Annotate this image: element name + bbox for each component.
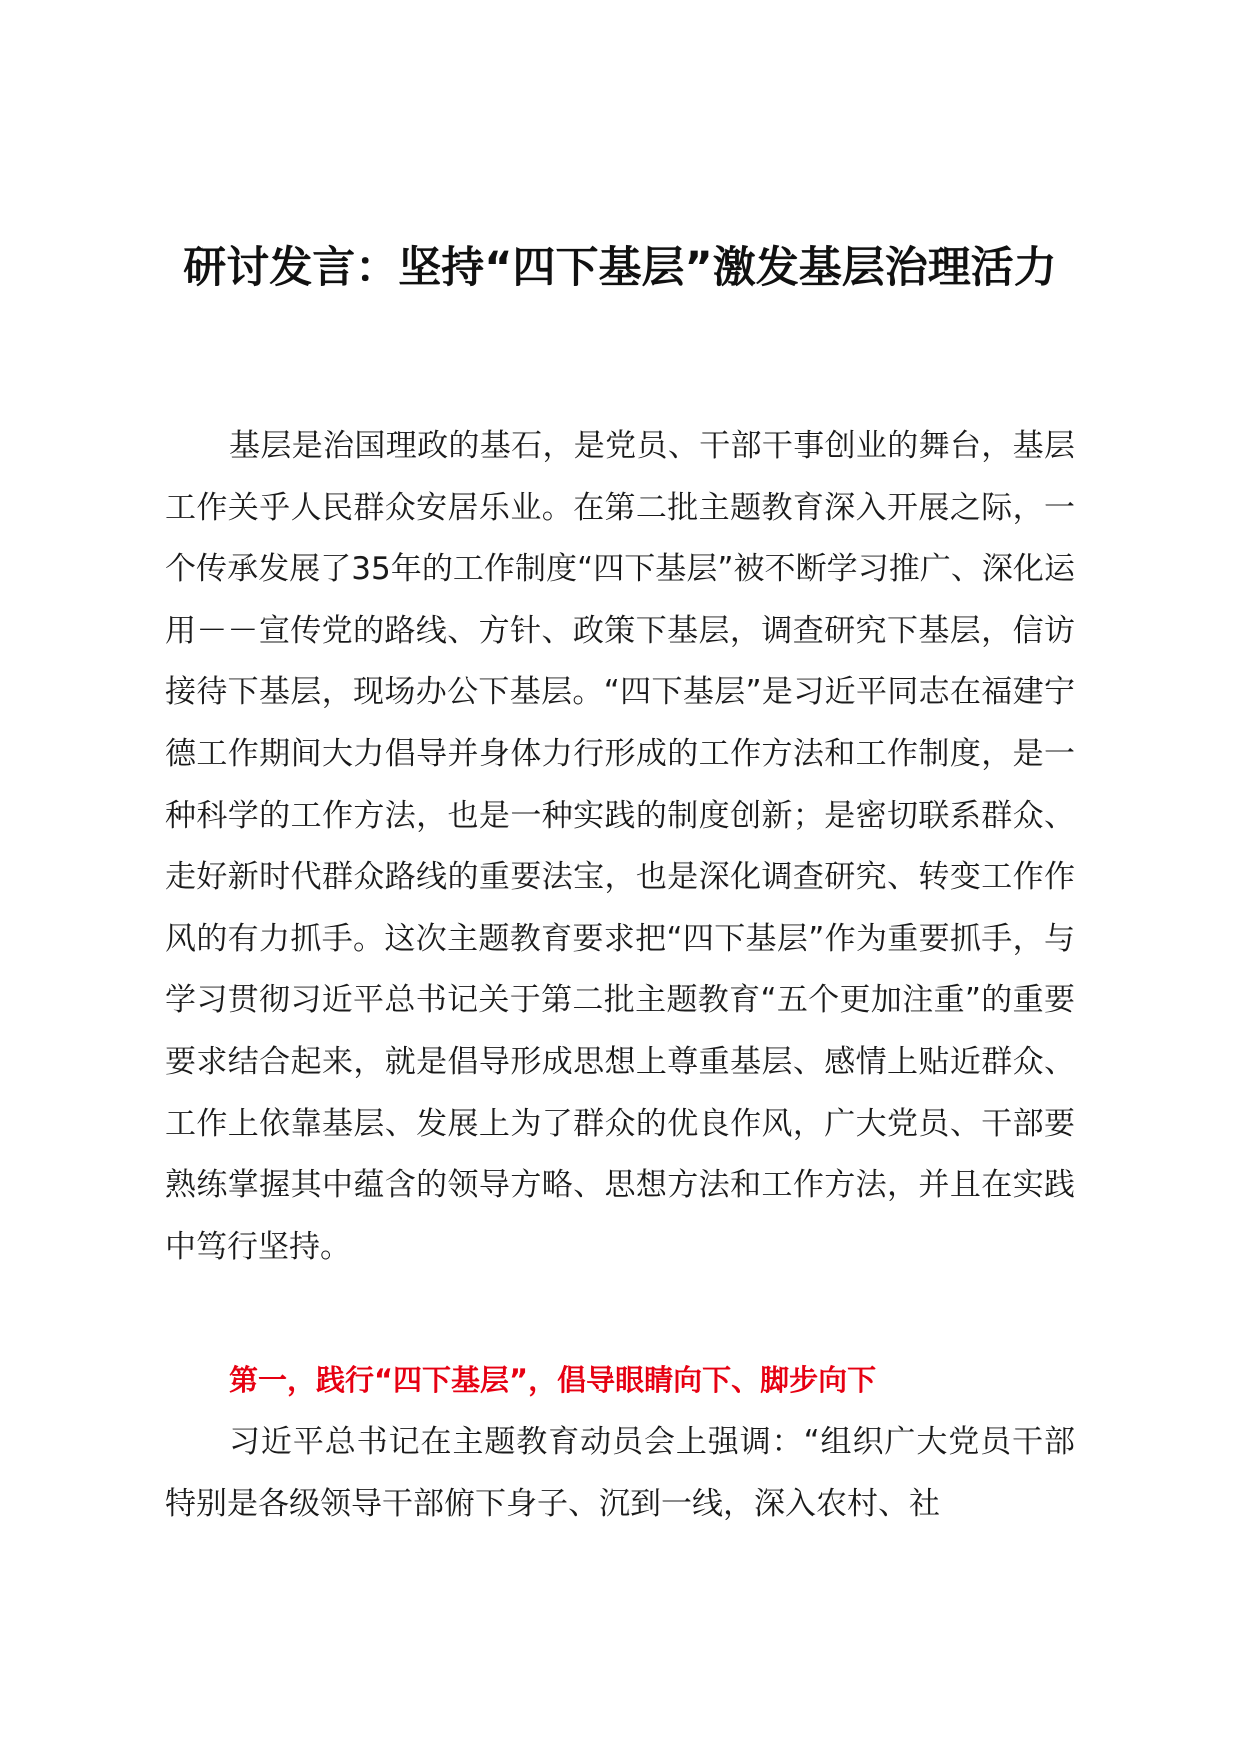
section-paragraph: 习近平总书记在主题教育动员会上强调：“组织广大党员干部特别是各级领导干部俯下身子、沉到一线，深入农村、社: [165, 1424, 1075, 1522]
document-title: 研讨发言：坚持“四下基层”激发基层治理活力: [183, 243, 1057, 293]
intro-paragraph: 基层是治国理政的基石，是党员、干部干事创业的舞台，基层工作关乎人民群众安居乐业。在第二批主题教育深入开展之际，一个传承发展了35年的工作制度“四下基层”被不断学习推广、深化运用－－宣传党的路线、方针、政策下基层，调查研究下基层，信访接待下基层，现场办公下基层。“四下基层”是习近平同志在福建宁德工作期间大力倡导并身体力行形成的工作方法和工作制度，是一种科学的工作方法，也是一种实践的制度创新；是密切联系群众、走好新时代群众路线的重要法宝，也是深化调查研究、转变工作作风的有力抓手。这次主题教育要求把“四下基层”作为重要抓手，与学习贯彻习近平总书记关于第二批主题教育“五个更加注重”的重要要求结合起来，就是倡导形成思想上尊重基层、感情上贴近群众、工作上依靠基层、发展上为了群众的优良作风，广大党员、干部要熟练掌握其中蕴含的领导方略、思想方法和工作方法，并且在实践中笃行坚持。: [165, 428, 1075, 1265]
section-heading: 第一，践行“四下基层”，倡导眼睛向下、脚步向下: [229, 1363, 877, 1397]
